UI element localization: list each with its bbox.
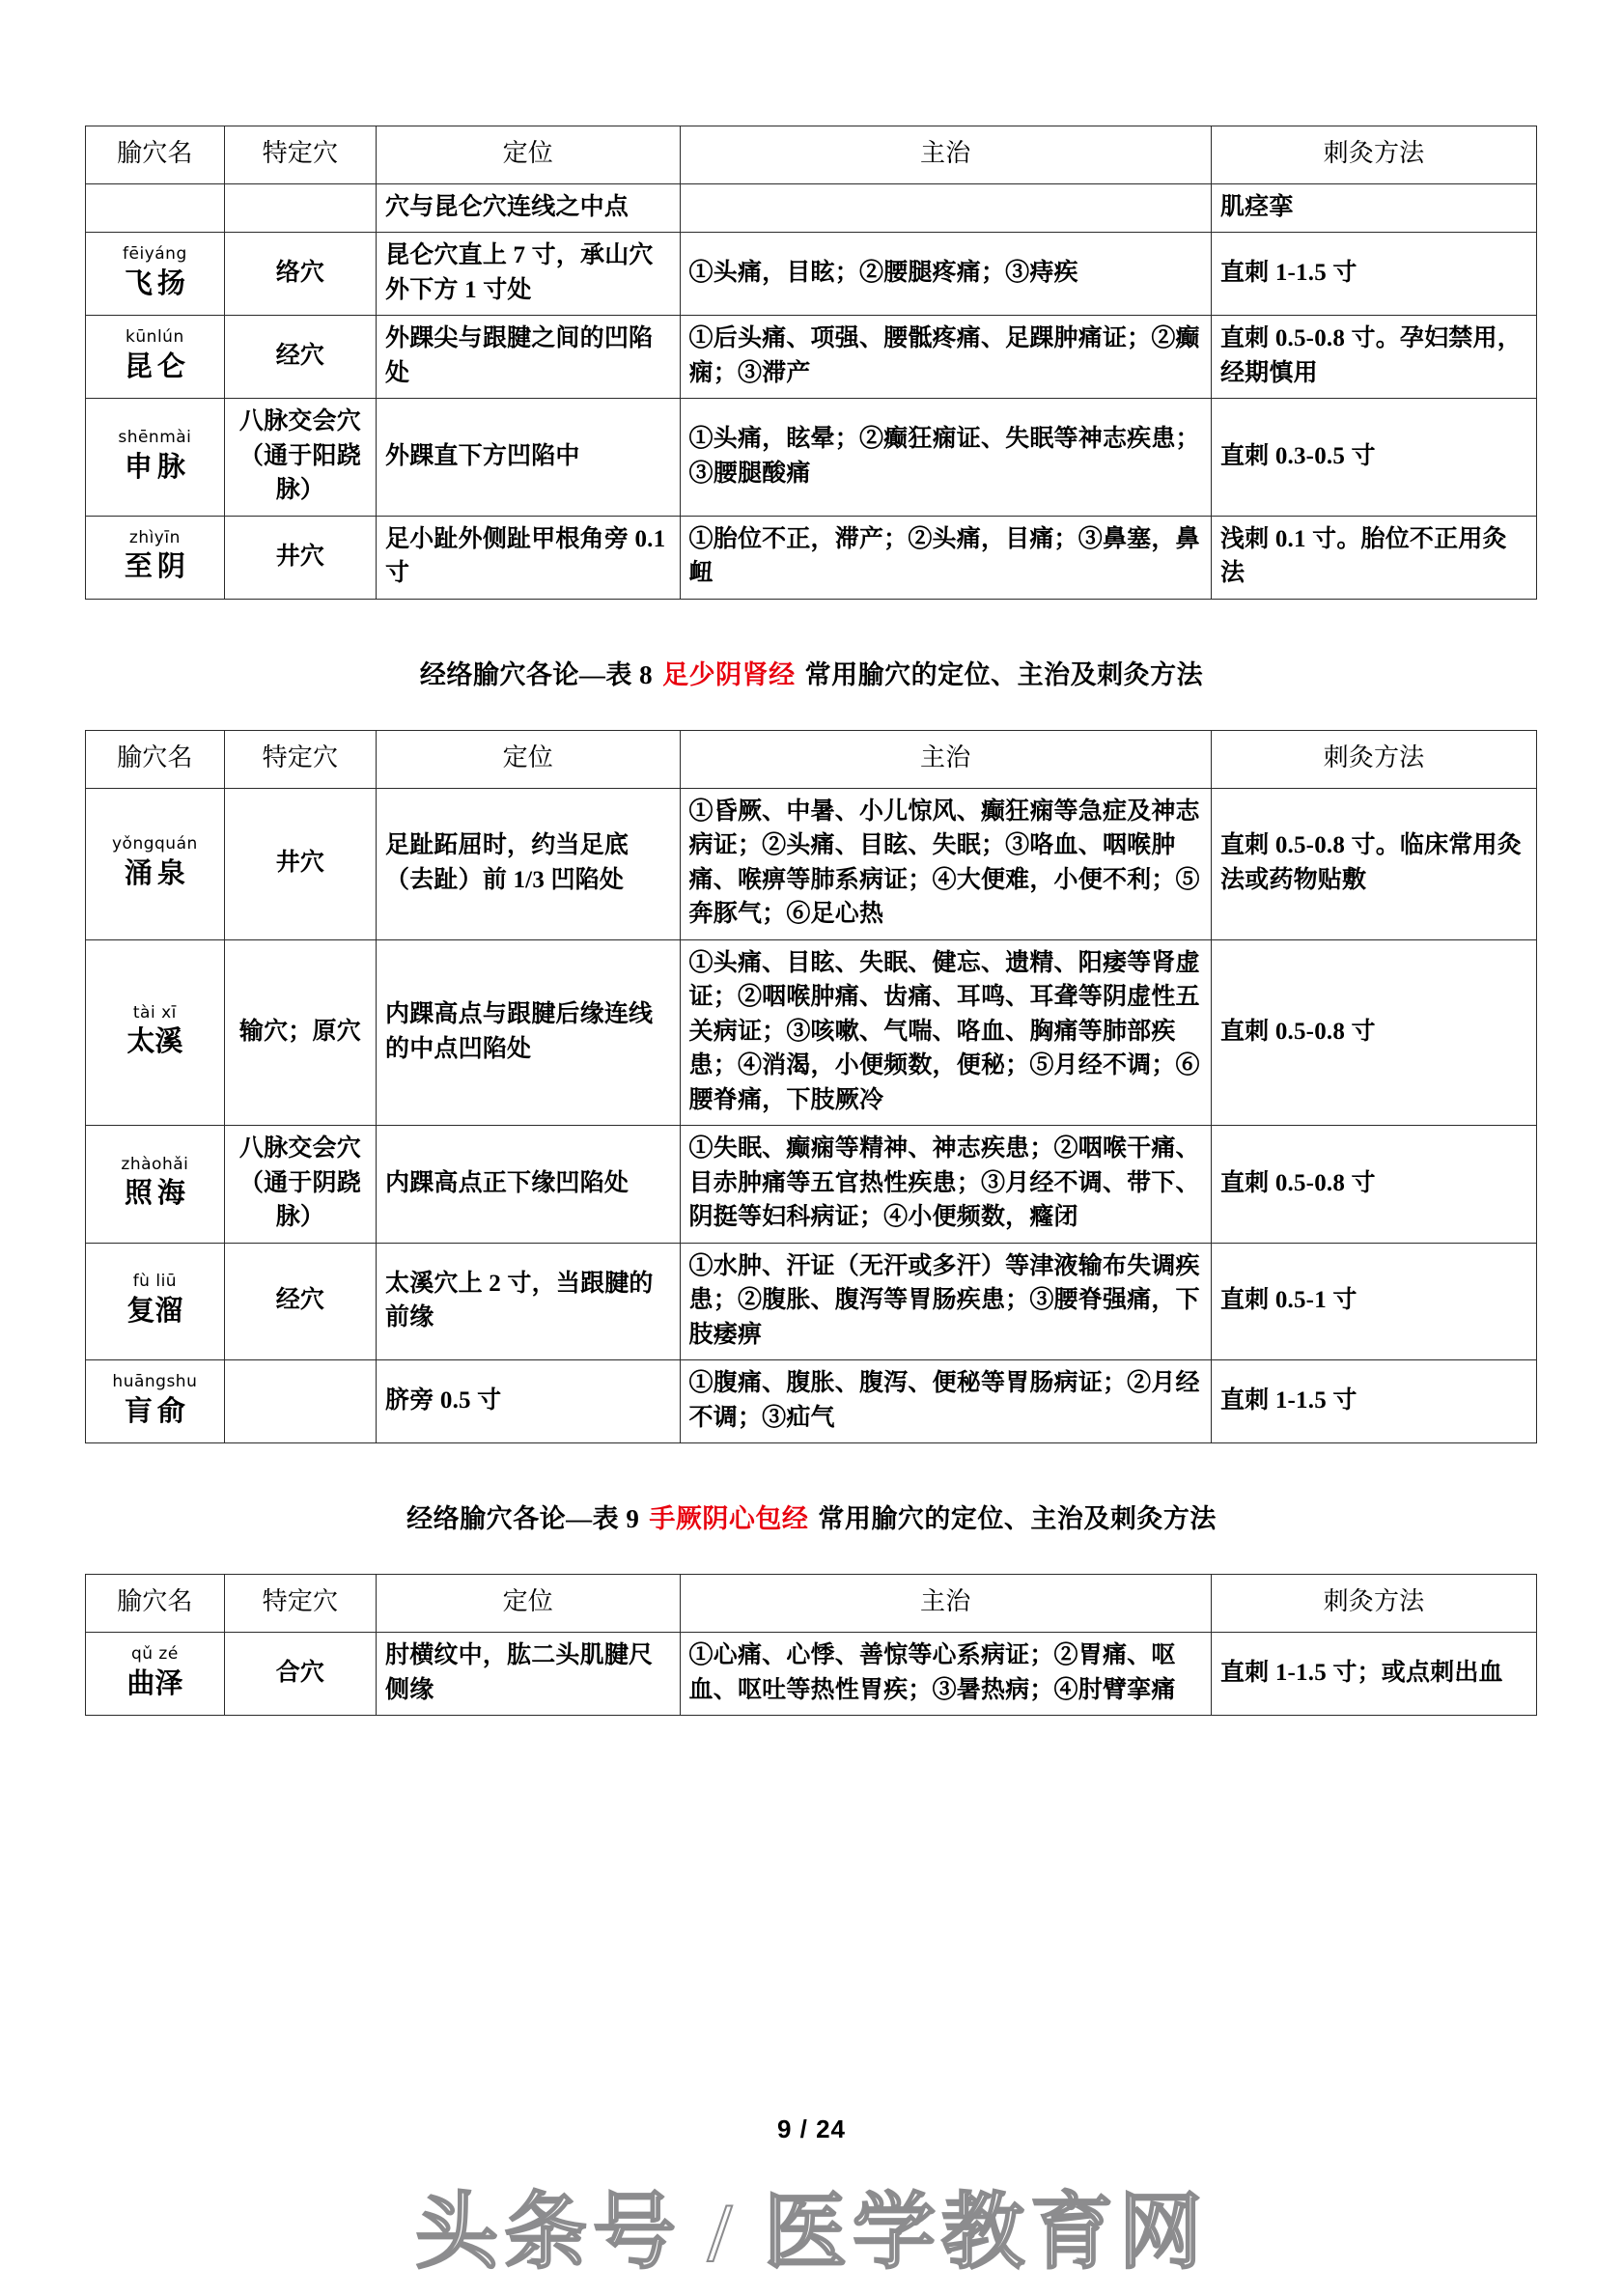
- pinyin-label: zhìyīn: [128, 527, 181, 547]
- pinyin-label: zhàohǎi: [121, 1154, 189, 1174]
- location-cell: 内踝高点与跟腱后缘连线的中点凹陷处: [377, 939, 681, 1126]
- indications-cell: ①腹痛、腹胀、腹泻、便秘等胃肠病证；②月经不调；③疝气: [680, 1360, 1211, 1443]
- acupoint-name: 飞扬: [124, 267, 190, 299]
- table-8: [85, 730, 1537, 1443]
- column-header-name: 腧穴名: [86, 126, 225, 184]
- column-header-specific: 特定穴: [224, 1575, 376, 1633]
- specific-point-cell: 络穴: [224, 233, 376, 316]
- specific-point-cell: 八脉交会穴（通于阴跷脉）: [224, 1126, 376, 1244]
- method-cell: 直刺 0.5-0.8 寸。孕妇禁用，经期慎用: [1211, 316, 1536, 399]
- table-header-row: [86, 126, 1537, 184]
- column-header-method: 刺灸方法: [1211, 1575, 1536, 1633]
- method-cell: 直刺 0.3-0.5 寸: [1211, 399, 1536, 517]
- pinyin-label: yǒngquán: [111, 834, 198, 854]
- method-cell: 浅刺 0.1 寸。胎位不正用灸法: [1211, 516, 1536, 599]
- indications-cell: ①后头痛、项强、腰骶疼痛、足踝肿痛证；②癫痫；③滞产: [680, 316, 1211, 399]
- column-header-location: 定位: [377, 126, 681, 184]
- acupoint-name-cell: [86, 399, 225, 517]
- column-header-method: 刺灸方法: [1211, 730, 1536, 788]
- location-cell: 外踝尖与跟腱之间的凹陷处: [377, 316, 681, 399]
- acupoint-name-cell: [86, 1126, 225, 1244]
- specific-point-cell: 合穴: [224, 1633, 376, 1716]
- top-spacer: [85, 0, 1538, 126]
- method-cell: 直刺 1-1.5 寸: [1211, 233, 1536, 316]
- method-cell: 直刺 1-1.5 寸: [1211, 1360, 1536, 1443]
- pinyin-label: kūnlún: [126, 327, 184, 348]
- acupoint-name-cell: [86, 1360, 225, 1443]
- indications-cell: ①头痛，眩晕；②癫狂痫证、失眠等神志疾患；③腰腿酸痛: [680, 399, 1211, 517]
- method-cell: 直刺 0.5-0.8 寸: [1211, 1126, 1536, 1244]
- location-cell: 足趾跖屈时，约当足底（去趾）前 1/3 凹陷处: [377, 788, 681, 939]
- pinyin-label: fù liū: [132, 1272, 178, 1292]
- pinyin-label: huāngshu: [112, 1372, 198, 1392]
- location-cell: 肘横纹中，肱二头肌腱尺侧缘: [377, 1633, 681, 1716]
- table-row: [86, 399, 1537, 517]
- table-8-caption: [85, 654, 1538, 691]
- table-row: [86, 939, 1537, 1126]
- specific-point-cell: [224, 183, 376, 233]
- column-header-name: 腧穴名: [86, 1575, 225, 1633]
- table-7-continued: [85, 126, 1537, 600]
- indications-cell: ①头痛、目眩、失眠、健忘、遗精、阳痿等肾虚证；②咽喉肿痛、齿痛、耳鸣、耳聋等阴虚性五关病证；③咳嗽、气喘、咯血、胸痛等肺部疾患；④消渴，小便频数，便秘；⑤月经不调；⑥腰脊痛，下肢厥冷: [680, 939, 1211, 1126]
- method-cell: 直刺 0.5-0.8 寸: [1211, 939, 1536, 1126]
- table-row: [86, 1243, 1537, 1360]
- column-header-specific: 特定穴: [224, 730, 376, 788]
- location-cell: 太溪穴上 2 寸，当跟腱的前缘: [377, 1243, 681, 1360]
- acupoint-name: 肓俞: [124, 1395, 190, 1427]
- column-header-indications: 主治: [680, 730, 1211, 788]
- column-header-indications: 主治: [680, 126, 1211, 184]
- acupoint-name-cell: [86, 183, 225, 233]
- acupoint-name: 昆仑: [124, 350, 190, 382]
- spacer: [85, 1443, 1538, 1498]
- table-row: [86, 516, 1537, 599]
- specific-point-cell: 井穴: [224, 788, 376, 939]
- table-header-row: [86, 1575, 1537, 1633]
- method-cell: 直刺 0.5-1 寸: [1211, 1243, 1536, 1360]
- table-header-row: [86, 730, 1537, 788]
- column-header-location: 定位: [377, 730, 681, 788]
- indications-cell: ①水肿、汗证（无汗或多汗）等津液输布失调疾患；②腹胀、腹泻等胃肠疾患；③腰脊强痛，下肢痿痹: [680, 1243, 1211, 1360]
- acupoint-name: 涌泉: [124, 857, 190, 889]
- acupoint-name: 曲泽: [126, 1667, 183, 1699]
- table-row: [86, 183, 1537, 233]
- acupoint-name: 太溪: [126, 1026, 183, 1058]
- table-9-caption: [85, 1498, 1538, 1535]
- specific-point-cell: 经穴: [224, 1243, 376, 1360]
- specific-point-cell: 八脉交会穴（通于阳跷脉）: [224, 399, 376, 517]
- location-cell: 脐旁 0.5 寸: [377, 1360, 681, 1443]
- acupoint-name-cell: [86, 939, 225, 1126]
- pinyin-label: fēiyáng: [123, 244, 187, 265]
- indications-cell: ①失眠、癫痫等精神、神志疾患；②咽喉干痛、目赤肿痛等五官热性疾患；③月经不调、带下、阴挺等妇科病证；④小便频数，癃闭: [680, 1126, 1211, 1244]
- indications-cell: ①头痛，目眩；②腰腿疼痛；③痔疾: [680, 233, 1211, 316]
- page-number: 9 / 24: [776, 2114, 847, 2143]
- indications-cell: ①胎位不正，滞产；②头痛，目痛；③鼻塞，鼻衄: [680, 516, 1211, 599]
- caption-suffix: 常用腧穴的定位、主治及刺灸方法: [818, 1504, 1217, 1534]
- acupoint-name-cell: [86, 233, 225, 316]
- table-row: [86, 233, 1537, 316]
- acupoint-name-cell: [86, 1633, 225, 1716]
- location-cell: 内踝高点正下缘凹陷处: [377, 1126, 681, 1244]
- acupoint-name-cell: [86, 1243, 225, 1360]
- specific-point-cell: 井穴: [224, 516, 376, 599]
- specific-point-cell: [224, 1360, 376, 1443]
- column-header-specific: 特定穴: [224, 126, 376, 184]
- pinyin-label: qǔ zé: [130, 1644, 179, 1665]
- column-header-indications: 主治: [680, 1575, 1211, 1633]
- location-cell: 足小趾外侧趾甲根角旁 0.1 寸: [377, 516, 681, 599]
- acupoint-name: 照海: [124, 1178, 190, 1210]
- acupoint-name: 复溜: [126, 1295, 183, 1327]
- table-row: [86, 788, 1537, 939]
- indications-cell: ①心痛、心悸、善惊等心系病证；②胃痛、呕血、呕吐等热性胃疾；③暑热病；④肘臂挛痛: [680, 1633, 1211, 1716]
- location-cell: 昆仑穴直上 7 寸，承山穴外下方 1 寸处: [377, 233, 681, 316]
- acupoint-name-cell: [86, 316, 225, 399]
- table-row: [86, 1360, 1537, 1443]
- pinyin-label: tài xī: [132, 1002, 177, 1022]
- acupoint-name: 至阴: [124, 551, 190, 583]
- method-cell: 直刺 0.5-0.8 寸。临床常用灸法或药物贴敷: [1211, 788, 1536, 939]
- table-row: [86, 1633, 1537, 1716]
- indications-cell: ①昏厥、中暑、小儿惊风、癫狂痫等急症及神志病证；②头痛、目眩、失眠；③咯血、咽喉肿痛、喉痹等肺系病证；④大便难，小便不利；⑤奔豚气；⑥足心热: [680, 788, 1211, 939]
- caption-highlight: 手厥阴心包经: [649, 1504, 809, 1534]
- spacer: [85, 600, 1538, 654]
- acupoint-name-cell: [86, 788, 225, 939]
- indications-cell: [680, 183, 1211, 233]
- caption-highlight: 足少阴肾经: [662, 659, 796, 689]
- caption-suffix: 常用腧穴的定位、主治及刺灸方法: [804, 659, 1204, 689]
- acupoint-name: 申脉: [124, 451, 190, 483]
- caption-prefix: 经络腧穴各论—表 8: [419, 659, 654, 689]
- method-cell: 肌痉挛: [1211, 183, 1536, 233]
- watermark: 头条号 / 医学教育网: [415, 2186, 1208, 2279]
- specific-point-cell: 输穴；原穴: [224, 939, 376, 1126]
- acupoint-name-cell: [86, 516, 225, 599]
- column-header-method: 刺灸方法: [1211, 126, 1536, 184]
- pinyin-label: shēnmài: [118, 427, 192, 447]
- spacer: [85, 691, 1538, 730]
- method-cell: 直刺 1-1.5 寸；或点刺出血: [1211, 1633, 1536, 1716]
- location-cell: 外踝直下方凹陷中: [377, 399, 681, 517]
- location-cell: 穴与昆仑穴连线之中点: [377, 183, 681, 233]
- caption-prefix: 经络腧穴各论—表 9: [406, 1504, 640, 1534]
- column-header-name: 腧穴名: [86, 730, 225, 788]
- column-header-location: 定位: [377, 1575, 681, 1633]
- spacer: [85, 1535, 1538, 1574]
- specific-point-cell: 经穴: [224, 316, 376, 399]
- table-9: [85, 1574, 1537, 1716]
- table-row: [86, 316, 1537, 399]
- table-row: [86, 1126, 1537, 1244]
